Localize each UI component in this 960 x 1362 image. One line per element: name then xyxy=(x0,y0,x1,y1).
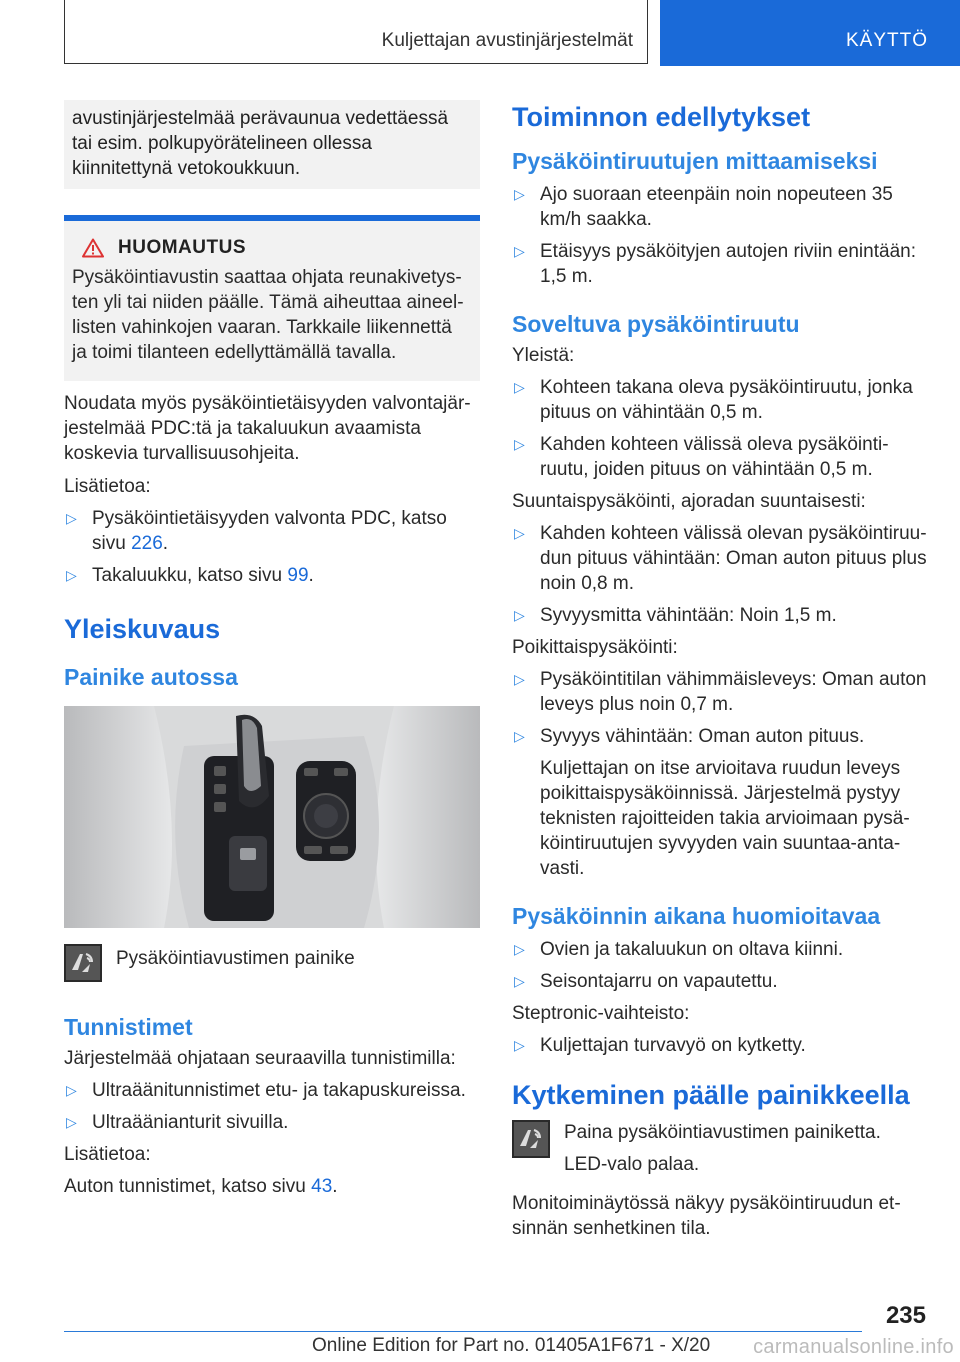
notice-box xyxy=(64,215,480,381)
steptronic-label: Steptronic-vaihteisto: xyxy=(512,1003,690,1024)
list-item: ▷ Syvyys vähintään: Oman auton pituus. Kuljettajan on itse arvioitava ruudun leveys poikittaispysäköinnissä. Järjestelmä pystyy teknisten rajoitteiden takia arvioimaan pysäköintiruutujen syvyyden vain suuntaa-antavasti. xyxy=(512,724,928,881)
section-title: Kuljettajan avustinjärjestelmät xyxy=(381,30,633,51)
chapter-tab[interactable] xyxy=(660,0,960,66)
list-item: ▷ Syvyysmitta vähintään: Noin 1,5 m. xyxy=(514,605,837,626)
page-link-43[interactable]: 43 xyxy=(311,1176,333,1197)
caption-text: Pysäköintiavustimen painike xyxy=(116,948,355,969)
center-console-illustration xyxy=(64,706,480,928)
list-item: ▷ Kuljettajan turvavyö on kytketty. xyxy=(514,1035,806,1056)
footer-divider xyxy=(64,1331,862,1332)
list-item: ▷ Takaluukku, katso sivu 99. xyxy=(66,565,314,586)
sensors-list xyxy=(64,1078,480,1135)
heading-overview: Yleiskuvaus xyxy=(64,614,221,644)
page-header xyxy=(64,0,960,66)
page-number: 235 xyxy=(885,1302,926,1329)
measure-list xyxy=(512,182,928,289)
bullet-triangle-icon: ▷ xyxy=(514,671,525,687)
page-link-99[interactable]: 99 xyxy=(287,565,309,586)
list-item: ▷ Etäisyys pysäköityjen autojen riviin enintään: 1,5 m. xyxy=(514,241,916,287)
bullet-triangle-icon: ▷ xyxy=(66,1082,77,1098)
general-label: Yleistä: xyxy=(512,345,575,366)
notice-header xyxy=(82,237,470,259)
left-column xyxy=(64,100,480,1199)
parallel-list xyxy=(512,521,928,628)
bullet-triangle-icon: ▷ xyxy=(66,567,77,583)
list-item: ▷ Kahden kohteen välissä olevan pysäköintiruudun pituus vähintään: Oman auton pituus plus noin 0,8 m. xyxy=(514,523,927,594)
switch-step: Paina pysäköintiavustimen painiketta. xyxy=(564,1122,881,1143)
heading-conditions: Toiminnon edellytykset xyxy=(512,102,811,132)
more-info-label: Lisätietoa: xyxy=(64,476,151,497)
list-item: ▷ Pysäköintitilan vähimmäisleveys: Oman auton leveys plus noin 0,7 m. xyxy=(514,669,927,715)
bullet-triangle-icon: ▷ xyxy=(514,525,525,541)
general-list xyxy=(512,375,928,482)
button-caption xyxy=(64,944,480,982)
header-frame xyxy=(64,0,648,64)
bullet-triangle-icon: ▷ xyxy=(514,728,525,744)
edition-text: Online Edition for Part no. 01405A1F671 - X/20 xyxy=(312,1335,711,1356)
heading-suitable-space: Soveltuva pysäköintiruutu xyxy=(512,311,800,337)
sensors-intro: Järjestelmää ohjataan seuraavilla tunnistimilla: xyxy=(64,1048,456,1069)
bullet-triangle-icon: ▷ xyxy=(514,379,525,395)
perpendicular-list xyxy=(512,667,928,881)
bullet-triangle-icon: ▷ xyxy=(514,607,525,623)
chapter-tab-label: KÄYTTÖ xyxy=(845,30,928,51)
list-item: ▷ Ajo suoraan eteenpäin noin nopeuteen 35 km/h saakka. xyxy=(514,184,893,230)
notice-text: Pysäköintiavustin saattaa ohjata reunakivetysten yli tai niiden päälle. Tämä aiheuttaa aineellisten vahinkojen vaaran. Tarkkaile liikennettä ja toimi tilanteen edellyttämällä tavalla. xyxy=(72,267,464,363)
page-link-226[interactable]: 226 xyxy=(131,533,163,554)
bullet-triangle-icon: ▷ xyxy=(514,1037,525,1053)
bullet-triangle-icon: ▷ xyxy=(514,436,525,452)
right-column xyxy=(512,100,928,1241)
heading-measuring: Pysäköintiruutujen mittaamiseksi xyxy=(512,148,878,174)
park-assist-icon xyxy=(512,1120,550,1158)
center-console-photo xyxy=(64,706,480,928)
pdc-paragraph: Noudata myös pysäköintietäisyyden valvontajärjestelmää PDC:tä ja takaluukun avaamista koskevia turvallisuusohjeita. xyxy=(64,393,471,464)
notice-title: HUOMAUTUS xyxy=(118,237,246,258)
parallel-label: Suuntaispysäköinti, ajoradan suuntaisesti: xyxy=(512,491,866,512)
list-item: ▷ Ultraäänitunnistimet etu- ja takapuskureissa. xyxy=(66,1080,466,1101)
perpendicular-label: Poikittaispysäköinti: xyxy=(512,637,678,658)
list-item: ▷ Ovien ja takaluukun on oltava kiinni. xyxy=(514,939,844,960)
list-item: ▷ Kahden kohteen välissä oleva pysäköintiruutu, joiden pituus on vähintään 0,5 m. xyxy=(514,434,889,480)
steptronic-list xyxy=(512,1033,928,1058)
bullet-triangle-icon: ▷ xyxy=(514,243,525,259)
switch-instruction xyxy=(512,1120,928,1177)
perpendicular-note: Kuljettajan on itse arvioitava ruudun leveys poikittaispysäköinnissä. Järjestelmä pystyy teknisten rajoitteiden takia arvioimaan pysäköintiruutujen syvyyden vain suuntaa-antavasti. xyxy=(540,758,910,879)
sensors-reference: Auton tunnistimet, katso sivu 43. xyxy=(64,1176,338,1197)
heading-button-in-car: Painike autossa xyxy=(64,664,238,690)
warning-triangle-icon xyxy=(82,238,104,258)
list-item: ▷ Ultraäänianturit sivuilla. xyxy=(66,1112,289,1133)
bullet-triangle-icon: ▷ xyxy=(66,510,77,526)
park-assist-icon xyxy=(64,944,102,982)
switch-result: LED-valo palaa. xyxy=(564,1154,700,1175)
list-item: ▷ Seisontajarru on vapautettu. xyxy=(514,971,778,992)
more-info-list xyxy=(64,506,480,588)
more-info-label: Lisätietoa: xyxy=(64,1144,151,1165)
during-list xyxy=(512,937,928,994)
watermark: carmanualsonline.info xyxy=(753,1336,954,1358)
intro-box: avustinjärjestelmää perävaunua vedettäessä tai esim. polkupyörätelineen ollessa kiinnitettynä vetokoukkuun. xyxy=(64,100,480,189)
heading-switch-on: Kytkeminen päälle painikkeella xyxy=(512,1080,910,1110)
list-item: ▷ Kohteen takana oleva pysäköintiruutu, jonka pituus on vähintään 0,5 m. xyxy=(514,377,913,423)
bullet-triangle-icon: ▷ xyxy=(66,1114,77,1130)
bullet-triangle-icon: ▷ xyxy=(514,973,525,989)
switch-paragraph: Monitoiminäytössä näkyy pysäköintiruudun etsinnän senhetkinen tila. xyxy=(512,1193,901,1239)
heading-during-parking: Pysäköinnin aikana huomioitavaa xyxy=(512,903,881,929)
heading-sensors: Tunnistimet xyxy=(64,1014,193,1040)
list-item: ▷ Pysäköintietäisyyden valvonta PDC, katso sivu 226. xyxy=(66,508,447,554)
bullet-triangle-icon: ▷ xyxy=(514,186,525,202)
bullet-triangle-icon: ▷ xyxy=(514,941,525,957)
